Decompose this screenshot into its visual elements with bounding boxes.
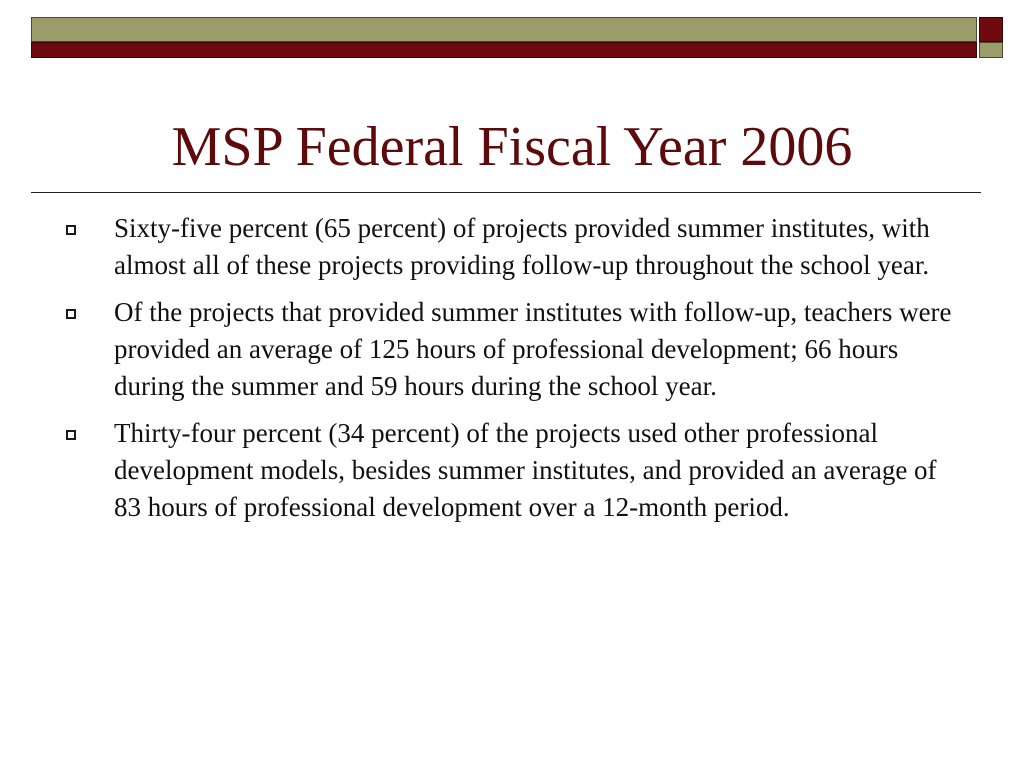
title-divider <box>31 192 981 193</box>
slide-title: MSP Federal Fiscal Year 2006 <box>171 116 853 178</box>
bullet-item <box>66 294 966 405</box>
hollow-square-bullet-icon <box>66 225 76 235</box>
hollow-square-bullet-icon <box>66 309 76 319</box>
hollow-square-bullet-icon <box>66 430 76 440</box>
bullet-item <box>66 210 966 284</box>
bullet-item <box>66 415 966 526</box>
bullet-text: Of the projects that provided summer institutes with follow-up, teachers were provided an average of 125 hours of professional development; 66 hours during the summer and 59 hours during the school year. <box>114 297 952 401</box>
header-square-maroon <box>979 17 1003 42</box>
bullet-text: Thirty-four percent (34 percent) of the projects used other professional development models, besides summer institutes, and provided an average of 83 hours of professional development over a 12-month period. <box>114 418 937 522</box>
header-square-olive <box>979 42 1003 58</box>
bullet-list <box>66 210 966 536</box>
header-band-olive <box>31 17 977 42</box>
bullet-text: Sixty-five percent (65 percent) of projects provided summer institutes, with almost all of these projects providing follow-up throughout the school year. <box>114 213 930 280</box>
header-band-maroon <box>31 42 977 58</box>
